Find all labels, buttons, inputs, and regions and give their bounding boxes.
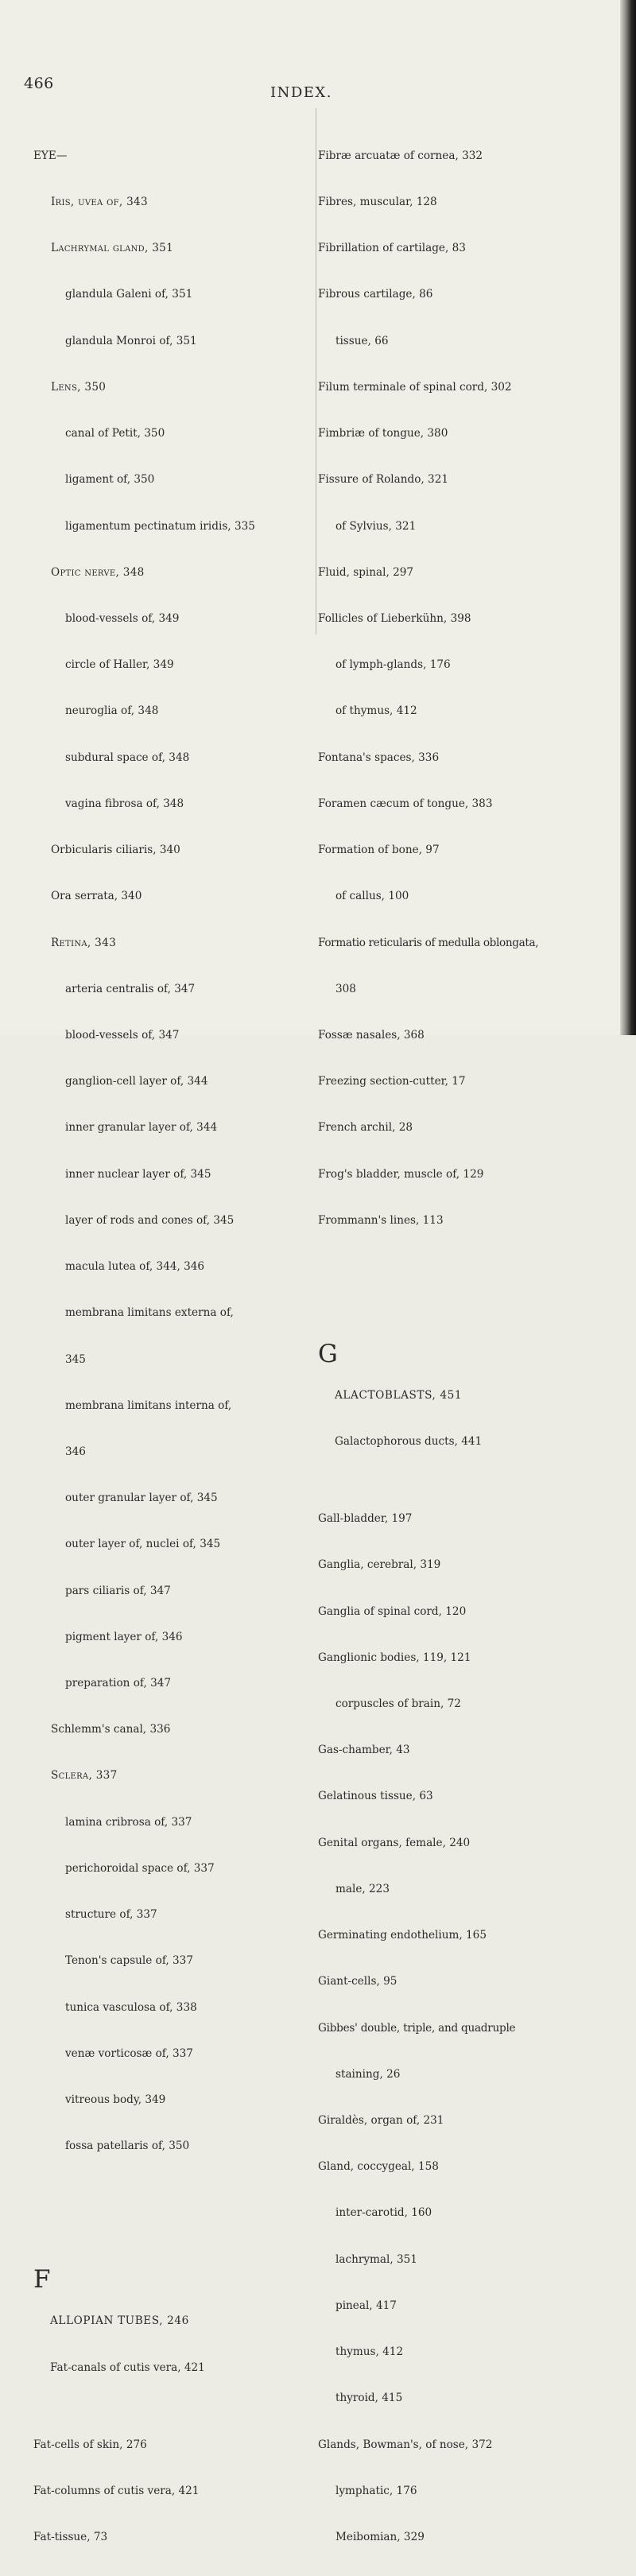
index-subentry: inter-carotid, 160 (335, 2206, 432, 2220)
page-number: 466 (24, 75, 54, 92)
index-subentry: lymphatic, 176 (335, 2484, 417, 2497)
index-subentry: canal of Petit, 350 (65, 427, 165, 440)
index-entry: Fibrous cartilage, 86 (318, 288, 433, 301)
drop-cap-f: F (33, 2265, 51, 2295)
index-entry: Frog's bladder, muscle of, 129 (318, 1167, 484, 1181)
index-subentry: venæ vorticosæ of, 337 (65, 2046, 193, 2060)
index-entry: Filum terminale of spinal cord, 302 (318, 380, 512, 394)
index-subentry: outer layer of, nuclei of, 345 (65, 1538, 221, 1551)
section-heading: ALLOPIAN TUBES, 246 (50, 2314, 189, 2328)
index-subentry: neuroglia of, 348 (65, 704, 159, 718)
index-subentry: preparation of, 347 (65, 1677, 172, 1690)
index-entry: Lens, 350 (51, 380, 107, 394)
index-entry: Fluid, spinal, 297 (318, 565, 414, 579)
index-entry: Ganglia of spinal cord, 120 (318, 1604, 467, 1618)
index-subentry: vitreous body, 349 (65, 2093, 166, 2106)
index-entry: Ora serrata, 340 (51, 890, 142, 903)
index-subentry: inner granular layer of, 344 (65, 1121, 218, 1135)
index-subentry: vagina fibrosa of, 348 (65, 797, 184, 810)
index-subentry: of lymph-glands, 176 (335, 658, 451, 672)
index-entry: Optic nerve, 348 (51, 565, 145, 579)
index-subentry: glandula Monroi of, 351 (65, 334, 197, 347)
index-subentry: thymus, 412 (335, 2345, 404, 2359)
index-entry: Genital organs, female, 240 (318, 1836, 471, 1849)
index-entry: Fat-canals of cutis vera, 421 (50, 2361, 205, 2374)
index-subentry: thyroid, 415 (335, 2392, 403, 2405)
index-entry: Sclera, 337 (51, 1769, 118, 1783)
drop-cap-g: G (318, 1339, 338, 1368)
index-subentry: structure of, 337 (65, 1908, 157, 1922)
index-entry: Fossæ nasales, 368 (318, 1028, 425, 1042)
index-entry: Lachrymal gland, 351 (51, 242, 174, 255)
index-subentry: fossa patellaris of, 350 (65, 2140, 190, 2153)
index-entry: Galactophorous ducts, 441 (335, 1435, 483, 1449)
index-subentry: layer of rods and cones of, 345 (65, 1213, 235, 1227)
index-entry: Frommann's lines, 113 (318, 1213, 444, 1227)
index-subentry: outer granular layer of, 345 (65, 1492, 218, 1505)
index-entry: Schlemm's canal, 336 (51, 1723, 171, 1736)
index-subentry: pars ciliaris of, 347 (65, 1584, 171, 1597)
index-subentry: subdural space of, 348 (65, 751, 190, 764)
index-subentry: tissue, 66 (335, 334, 389, 347)
index-entry-cont: 308 (335, 982, 356, 995)
index-entry: Fissure of Rolando, 321 (318, 473, 448, 487)
index-entry: Fibres, muscular, 128 (318, 196, 437, 209)
index-subentry: ganglion-cell layer of, 344 (65, 1075, 208, 1088)
index-subentry: lamina cribrosa of, 337 (65, 1815, 192, 1829)
index-subentry: pigment layer of, 346 (65, 1630, 183, 1643)
index-subentry-cont: 346 (65, 1445, 86, 1458)
index-subentry: macula lutea of, 344, 346 (65, 1260, 205, 1274)
index-subentry-cont: 345 (65, 1352, 86, 1366)
index-entry: Retina, 343 (51, 936, 117, 949)
index-subentry: male, 223 (335, 1882, 390, 1895)
index-entry: Orbicularis ciliaris, 340 (51, 844, 180, 857)
index-entry: Formation of bone, 97 (318, 844, 440, 857)
index-subentry: Meibomian, 329 (335, 2530, 425, 2543)
index-subentry: Tenon's capsule of, 337 (65, 1954, 193, 1968)
index-subentry: ligament of, 350 (65, 473, 155, 487)
index-subentry: lachrymal, 351 (335, 2252, 417, 2266)
index-column-left (33, 118, 339, 2576)
index-entry: Ganglia, cerebral, 319 (318, 1558, 441, 1572)
index-subentry: pineal, 417 (335, 2299, 397, 2312)
index-entry: Giant-cells, 95 (318, 1975, 398, 1988)
index-subentry: arteria centralis of, 347 (65, 982, 196, 995)
index-entry: Gas-chamber, 43 (318, 1744, 410, 1757)
index-entry: Formatio reticularis of medulla oblongata, (318, 936, 539, 949)
index-entry: Fibrillation of cartilage, 83 (318, 242, 466, 255)
index-subentry: perichoroidal space of, 337 (65, 1861, 215, 1875)
index-entry: Ganglionic bodies, 119, 121 (318, 1651, 471, 1664)
index-subentry: blood-vessels of, 349 (65, 612, 180, 625)
index-entry: Giraldès, organ of, 231 (318, 2114, 444, 2127)
index-subentry: blood-vessels of, 347 (65, 1028, 180, 1042)
index-entry: Fimbriæ of tongue, 380 (318, 427, 448, 440)
index-entry: French archil, 28 (318, 1121, 413, 1135)
index-subentry: membrana limitans externa of, (65, 1306, 234, 1320)
section-gap (33, 2201, 339, 2221)
index-entry: Gelatinous tissue, 63 (318, 1790, 433, 1803)
index-heading: EYE— (33, 149, 68, 162)
index-entry: Fontana's spaces, 336 (318, 751, 440, 764)
index-entry: Fat-tissue, 73 (33, 2530, 108, 2543)
index-entry: Iris, uvea of, 343 (51, 196, 148, 209)
index-entry: Fat-cells of skin, 276 (33, 2438, 147, 2451)
running-head: INDEX. (270, 84, 332, 101)
index-entry: Fat-columns of cutis vera, 421 (33, 2484, 200, 2497)
index-entry: Gibbes' double, triple, and quadruple (318, 2021, 516, 2035)
index-subentry: corpuscles of brain, 72 (335, 1697, 461, 1711)
index-entry: Follicles of Lieberkühn, 398 (318, 612, 471, 625)
index-entry: Freezing section-cutter, 17 (318, 1075, 466, 1088)
index-entry: Gall-bladder, 197 (318, 1512, 413, 1526)
index-column-right (318, 118, 620, 2576)
index-entry: Glands, Bowman's, of nose, 372 (318, 2438, 493, 2451)
index-entry: Fibræ arcuatæ of cornea, 332 (318, 149, 483, 162)
index-subentry: of Sylvius, 321 (335, 519, 417, 533)
section-g-start (318, 1339, 620, 1481)
index-subentry: of thymus, 412 (335, 704, 417, 718)
index-subentry: of callus, 100 (335, 890, 409, 903)
index-entry-cont: staining, 26 (335, 2067, 401, 2081)
index-subentry: membrana limitans interna of, (65, 1399, 232, 1412)
section-heading: ALACTOBLASTS, 451 (335, 1388, 463, 1402)
index-subentry: glandula Galeni of, 351 (65, 288, 193, 301)
index-subentry: tunica vasculosa of, 338 (65, 2000, 197, 2014)
section-gap (318, 1274, 620, 1295)
book-binding-edge (620, 0, 636, 1035)
index-entry: Germinating endothelium, 165 (318, 1929, 487, 1942)
index-entry: Gland, coccygeal, 158 (318, 2160, 439, 2174)
index-entry: Foramen cæcum of tongue, 383 (318, 797, 493, 810)
section-f-start (33, 2265, 339, 2407)
index-subentry: inner nuclear layer of, 345 (65, 1167, 211, 1181)
index-subentry: ligamentum pectinatum iridis, 335 (65, 519, 255, 533)
index-subentry: circle of Haller, 349 (65, 658, 174, 672)
